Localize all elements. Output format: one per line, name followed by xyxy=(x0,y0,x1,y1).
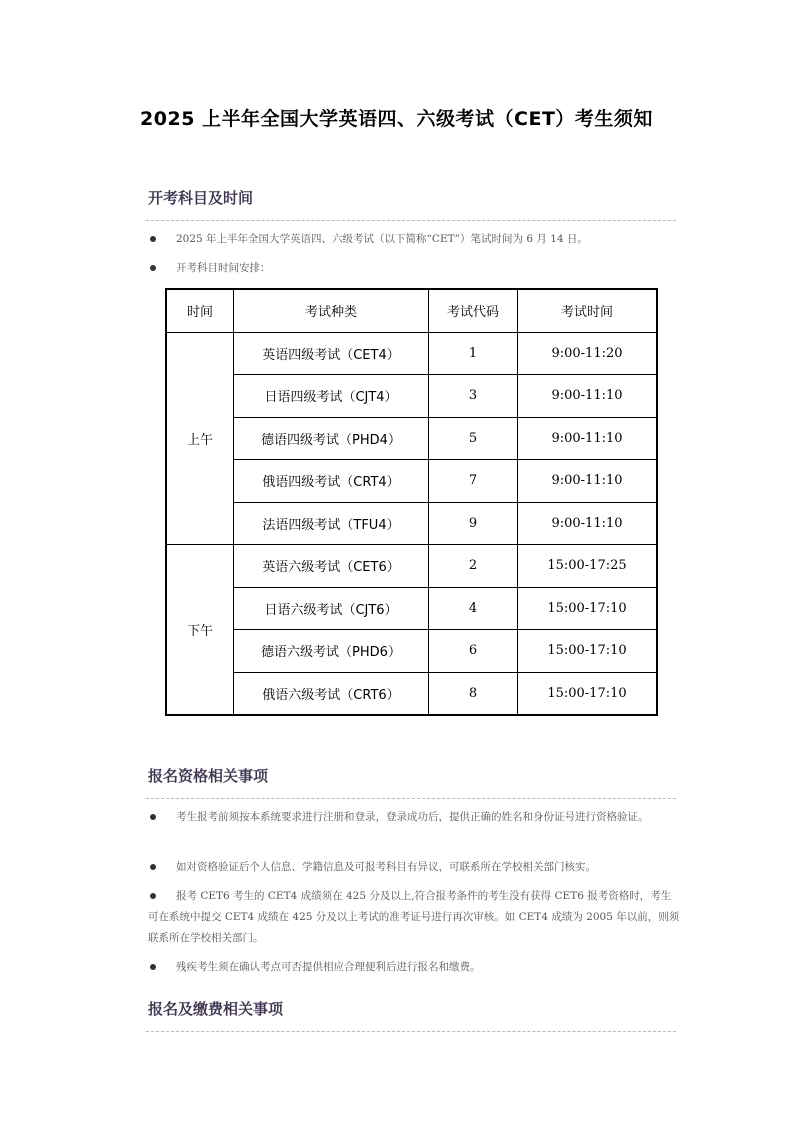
table-row xyxy=(166,587,657,630)
exam-time-cell: 15:00-17:10 xyxy=(518,630,658,673)
bullet-text: 残疾考生须在确认考点可否提供相应合理便利后进行报名和缴费。 xyxy=(176,961,481,973)
exam-code-cell: 5 xyxy=(429,417,518,460)
bullet-text: 开考科目时间安排： xyxy=(176,262,271,274)
exam-name-cell: 德语六级考试（PHD6） xyxy=(234,630,429,673)
exam-time-cell: 9:00-11:10 xyxy=(518,502,658,545)
table-row xyxy=(166,375,657,418)
bullet-text: 2025 年上半年全国大学英语四、六级考试（以下简称“CET”）笔试时间为 6 月 14 日。 xyxy=(176,233,588,245)
exam-schedule-table xyxy=(165,288,658,716)
table-row xyxy=(166,630,657,673)
section-heading-schedule: 开考科目及时间 xyxy=(148,189,254,207)
exam-name-cell: 日语六级考试（CJT6） xyxy=(234,587,429,630)
session-cell: 下午 xyxy=(166,545,234,716)
divider xyxy=(146,220,676,221)
table-header-cell: 时间 xyxy=(166,289,234,332)
exam-name-cell: 俄语六级考试（CRT6） xyxy=(234,672,429,715)
exam-time-cell: 15:00-17:10 xyxy=(518,672,658,715)
exam-time-cell: 15:00-17:25 xyxy=(518,545,658,588)
exam-code-cell: 8 xyxy=(429,672,518,715)
exam-name-cell: 俄语四级考试（CRT4） xyxy=(234,460,429,503)
exam-time-cell: 9:00-11:10 xyxy=(518,417,658,460)
exam-code-cell: 7 xyxy=(429,460,518,503)
exam-time-cell: 9:00-11:10 xyxy=(518,460,658,503)
exam-name-cell: 日语四级考试（CJT4） xyxy=(234,375,429,418)
bullet-text: 考生报考前须按本系统要求进行注册和登录，登录成功后，提供正确的姓名和身份证号进行资格验证。 xyxy=(176,811,649,823)
exam-time-cell: 9:00-11:10 xyxy=(518,375,658,418)
bullet-text: 报考 CET6 考生的 CET4 成绩须在 425 分及以上,符合报考条件的考生没有获得 CET6 报考资格时，考生可在系统中提交 CET4 成绩在 425 分及以上考试的准考证号进行再次审核。如 CET4 成绩为 2005 年以前，则须联系所在学校相关部门。 xyxy=(148,890,680,944)
exam-code-cell: 4 xyxy=(429,587,518,630)
table-row xyxy=(166,417,657,460)
section-heading-payment: 报名及缴费相关事项 xyxy=(148,1000,284,1018)
exam-code-cell: 6 xyxy=(429,630,518,673)
table-header-row xyxy=(166,289,657,332)
table-row xyxy=(166,672,657,715)
table-header-cell: 考试时间 xyxy=(518,289,658,332)
exam-name-cell: 法语四级考试（TFU4） xyxy=(234,502,429,545)
divider xyxy=(146,798,676,799)
exam-code-cell: 3 xyxy=(429,375,518,418)
divider xyxy=(146,1031,676,1032)
exam-name-cell: 英语六级考试（CET6） xyxy=(234,545,429,588)
section-heading-eligibility: 报名资格相关事项 xyxy=(148,767,269,785)
table-row xyxy=(166,332,657,375)
exam-time-cell: 15:00-17:10 xyxy=(518,587,658,630)
table-row xyxy=(166,545,657,588)
table-row xyxy=(166,502,657,545)
table-row xyxy=(166,460,657,503)
exam-code-cell: 2 xyxy=(429,545,518,588)
exam-name-cell: 德语四级考试（PHD4） xyxy=(234,417,429,460)
session-cell: 上午 xyxy=(166,332,234,545)
table-header-cell: 考试种类 xyxy=(234,289,429,332)
bullet-text: 如对资格验证后个人信息、学籍信息及可报考科目有异议，可联系所在学校相关部门核实。 xyxy=(176,861,596,873)
exam-code-cell: 1 xyxy=(429,332,518,375)
exam-code-cell: 9 xyxy=(429,502,518,545)
table-header-cell: 考试代码 xyxy=(429,289,518,332)
exam-name-cell: 英语四级考试（CET4） xyxy=(234,332,429,375)
exam-time-cell: 9:00-11:20 xyxy=(518,332,658,375)
page-title: 2025 上半年全国大学英语四、六级考试（CET）考生须知 xyxy=(140,108,653,130)
